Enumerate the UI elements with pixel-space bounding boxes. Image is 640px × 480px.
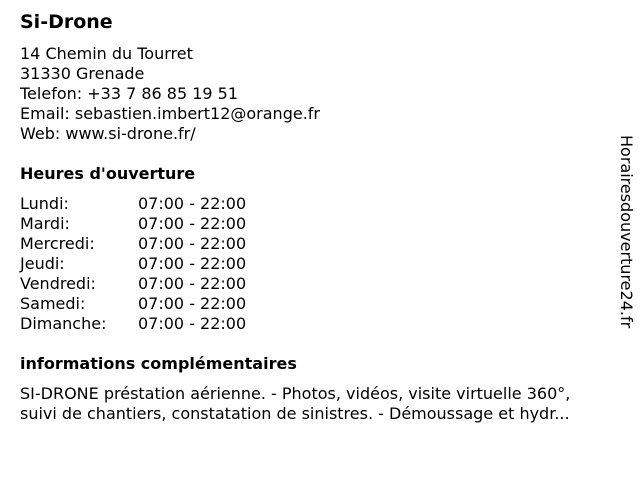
- time-range: 07:00 - 22:00: [138, 194, 247, 213]
- time-range: 07:00 - 22:00: [138, 214, 247, 233]
- time-range: 07:00 - 22:00: [138, 314, 247, 333]
- day-label: Samedi:: [20, 294, 86, 313]
- time-range: 07:00 - 22:00: [138, 294, 247, 313]
- day-label: Lundi:: [20, 194, 69, 213]
- day-label: Mercredi:: [20, 234, 95, 253]
- info-line-2: suivi de chantiers, constatation de sinistres. - Démoussage et hydr...: [20, 404, 570, 423]
- additional-info-text: [20, 384, 626, 424]
- additional-info-heading: informations complémentaires: [20, 354, 297, 373]
- time-range: 07:00 - 22:00: [138, 234, 247, 253]
- day-label: Dimanche:: [20, 314, 107, 333]
- website-url: Web: www.si-drone.fr/: [20, 124, 196, 143]
- day-label: Mardi:: [20, 214, 70, 233]
- site-watermark: Horairesdouverture24.fr: [617, 135, 636, 329]
- address-street: 14 Chemin du Tourret: [20, 44, 193, 63]
- address-city: 31330 Grenade: [20, 64, 145, 83]
- day-label: Jeudi:: [20, 254, 65, 273]
- info-line-1: SI-DRONE préstation aérienne. - Photos, vidéos, visite virtuelle 360°,: [20, 384, 571, 403]
- time-range: 07:00 - 22:00: [138, 274, 247, 293]
- time-range: 07:00 - 22:00: [138, 254, 247, 273]
- day-label: Vendredi:: [20, 274, 96, 293]
- phone-number: Telefon: +33 7 86 85 19 51: [20, 84, 239, 103]
- contact-block: [20, 44, 320, 144]
- opening-hours-heading: Heures d'ouverture: [20, 164, 196, 183]
- business-name: Si-Drone: [20, 11, 113, 33]
- email-address: Email: sebastien.imbert12@orange.fr: [20, 104, 320, 123]
